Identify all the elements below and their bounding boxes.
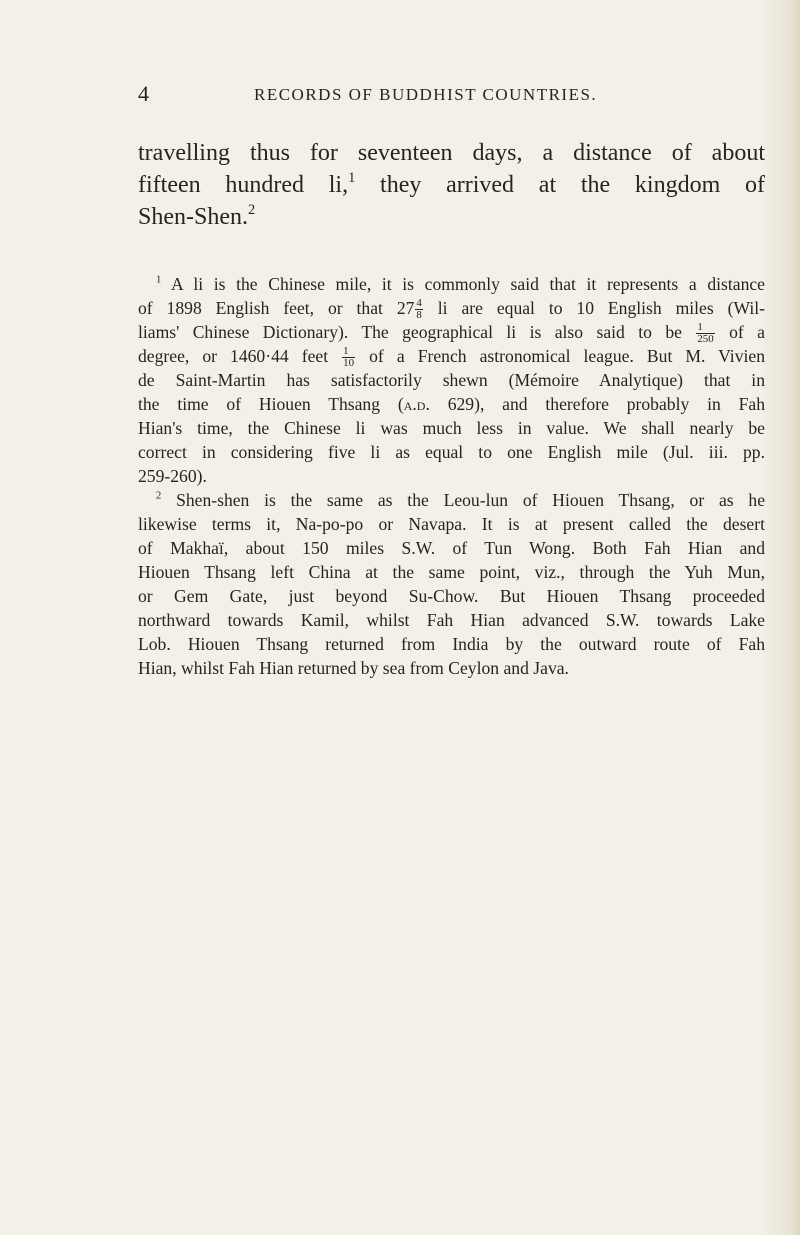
body-paragraph (138, 137, 778, 233)
footnote-line: de Saint-Martin has satisfactorily shewn (Mémoire Analytique) that in (138, 370, 765, 390)
footnote-line (138, 272, 765, 296)
footnote-text: degree, or 1460·44 feet (138, 346, 342, 366)
footnote-line: Hian's time, the Chinese li was much less in value. We shall nearly be (138, 418, 765, 438)
footnote-text: liams' Chinese Dictionary). The geographical li is also said to be (138, 322, 696, 342)
footnote-line (138, 488, 765, 512)
footnote-marker: 1 (156, 274, 162, 286)
era-abbreviation: a.d. (403, 394, 430, 414)
running-head: RECORDS OF BUDDHIST COUNTRIES. (254, 85, 598, 104)
fraction-numerator: 1 (696, 322, 714, 333)
body-text: Shen-Shen. (138, 204, 248, 230)
fraction-numerator: 1 (342, 346, 355, 357)
body-line (138, 169, 765, 201)
footnote-line: or Gem Gate, just beyond Su-Chow. But Hiouen Thsang proceeded (138, 586, 765, 606)
footnote-line: likewise terms it, Na-po-po or Navapa. It is at present called the desert (138, 514, 765, 534)
footnote-marker: 2 (156, 490, 162, 502)
footnote-text: the time of Hiouen Thsang ( (138, 394, 404, 414)
body-line (138, 201, 778, 233)
footnotes (138, 272, 765, 680)
footnote-line: Lob. Hiouen Thsang returned from India by the outward route of Fah (138, 634, 765, 654)
footnote-line: Hian, whilst Fah Hian returned by sea from Ceylon and Java. (138, 658, 569, 678)
body-text: they arrived at the kingdom of (355, 172, 765, 198)
body-text: fifteen hundred li, (138, 172, 349, 198)
footnote-line (138, 320, 765, 344)
footnote-ref: 1 (348, 169, 356, 186)
body-line: travelling thus for seventeen days, a distance of about (138, 140, 765, 166)
footnote-text: Shen-shen is the same as the Leou-lun of Hiouen Thsang, or as he (161, 490, 765, 510)
fraction (415, 298, 422, 320)
fraction-denominator: 250 (697, 332, 714, 345)
footnote-ref: 2 (248, 201, 256, 218)
footnote-line: of Makhaï, about 150 miles S.W. of Tun Wong. Both Fah Hian and (138, 538, 765, 558)
page-number: 4 (138, 81, 150, 106)
fraction (696, 322, 714, 344)
fraction-denominator: 10 (343, 356, 355, 369)
footnote-line (138, 344, 765, 368)
footnote-line (138, 392, 765, 416)
footnote-line: Hiouen Thsang left China at the same point, viz., through the Yuh Mun, (138, 562, 765, 582)
fraction-denominator: 8 (416, 308, 422, 321)
fraction (342, 346, 355, 368)
footnote-line: northward towards Kamil, whilst Fah Hian advanced S.W. towards Lake (138, 610, 765, 630)
footnote-text: A li is the Chinese mile, it is commonly said that it represents a distance (161, 274, 765, 294)
fraction-numerator: 4 (416, 297, 422, 310)
footnote-text: of a French astronomical league. But M. Vivien (356, 346, 765, 366)
footnote-text: of 1898 English feet, or that 27 (138, 298, 415, 318)
footnote-text: li are equal to 10 English miles (Wil- (423, 298, 766, 318)
footnote-text: of a (715, 322, 765, 342)
footnote-line: 259-260). (138, 466, 207, 486)
footnote-line (138, 296, 765, 320)
footnote-line: correct in considering five li as equal to one English mile (Jul. iii. pp. (138, 442, 765, 462)
page-header (138, 80, 638, 110)
footnote-text: 629), and therefore probably in Fah (429, 394, 766, 414)
